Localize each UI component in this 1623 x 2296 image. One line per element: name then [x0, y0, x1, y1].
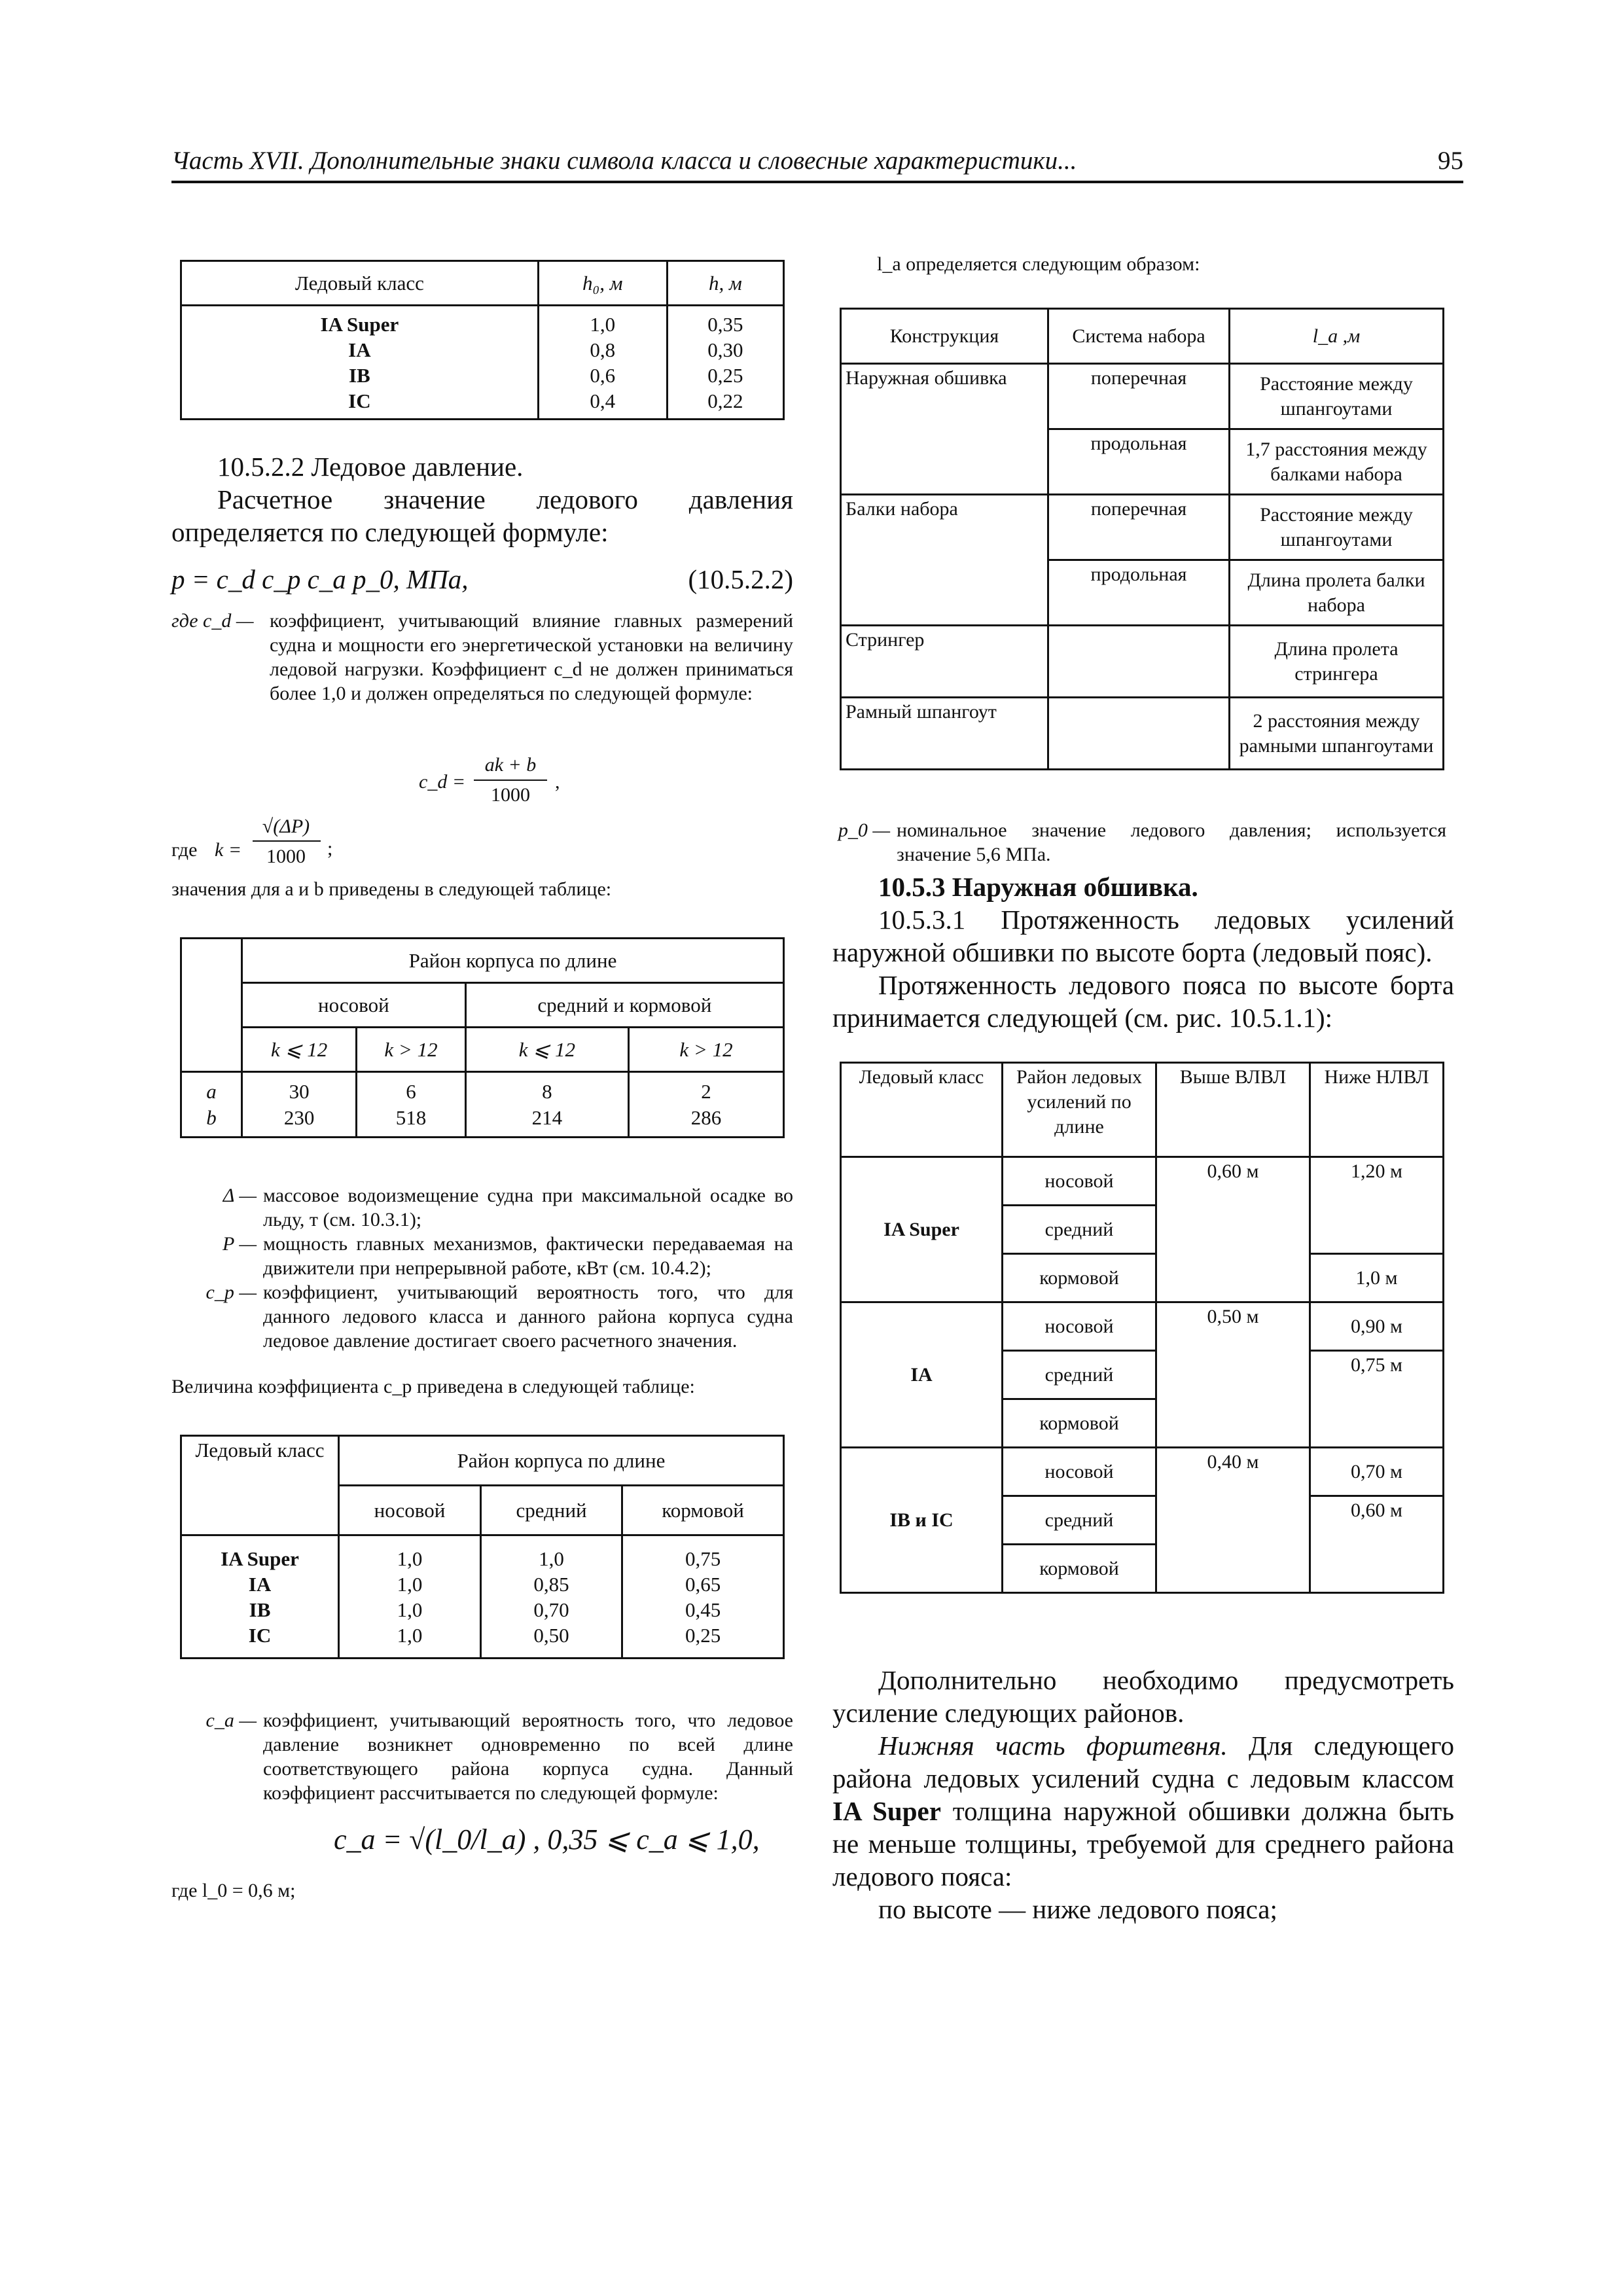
la-cell: 2 расстояния между рамными шпангоутами	[1230, 698, 1444, 770]
k-formula: где k = √(ΔP) 1000 ;	[171, 816, 333, 867]
cp-table	[180, 1435, 785, 1659]
la-table	[840, 308, 1444, 770]
col-header: Выше ВЛВЛ	[1156, 1063, 1310, 1157]
value-cell: 1,0 1,0 1,0 1,0	[339, 1535, 481, 1659]
class-cell: IA Super	[841, 1157, 1003, 1302]
col-header: Ледовый класс	[181, 261, 539, 306]
definitions-list	[171, 1183, 793, 1353]
ab-intro: значения для a и b приведены в следующей таблице:	[171, 878, 612, 900]
construction-cell: Стрингер	[841, 626, 1048, 698]
la-cell: Расстояние между шпангоутами	[1230, 495, 1444, 560]
value-cell: 30 230	[242, 1072, 357, 1138]
la-cell: Длина пролета стрингера	[1230, 626, 1444, 698]
col-header: Ниже НЛВЛ	[1310, 1063, 1444, 1157]
construction-cell: Рамный шпангоут	[841, 698, 1048, 770]
above-cell: 0,40 м	[1156, 1448, 1310, 1593]
page-header	[171, 141, 1463, 183]
system-cell	[1048, 698, 1230, 770]
la-cell: Длина пролета балки набора	[1230, 560, 1444, 626]
above-cell: 0,60 м	[1156, 1157, 1310, 1302]
col-header: Конструкция	[841, 309, 1048, 364]
row-label: a b	[181, 1072, 242, 1138]
col-header: кормовой	[622, 1486, 784, 1535]
h0-cell: 1,0 0,8 0,6 0,4	[538, 306, 667, 420]
ca-definition: c_a — коэффициент, учитывающий вероятность того, что ледовое давление возникнет одновременно по всей длине соответствующего района корпуса судна. Данный коэффициент рассчитывается по следующей формуле:	[205, 1710, 793, 1804]
region-cell: носовой	[1003, 1157, 1156, 1206]
below-cell: 0,90 м	[1310, 1302, 1444, 1351]
region-cell: носовой	[1003, 1302, 1156, 1351]
construction-cell: Наружная обшивка	[841, 364, 1048, 495]
ca-formula: c_a = √(l_0/l_a) , 0,35 ⩽ c_a ⩽ 1,0,	[334, 1823, 760, 1856]
class-cell: IB и IC	[841, 1448, 1003, 1593]
corner-cell	[181, 939, 242, 1072]
formula-10-5-2-2	[171, 563, 793, 596]
definition-item: Δ — массовое водоизмещение судна при максимальной осадке во льду, т (см. 10.3.1);	[223, 1185, 793, 1230]
k-header: k > 12	[357, 1028, 466, 1072]
la-intro: l_a определяется следующим образом:	[877, 253, 1200, 275]
h-cell: 0,35 0,30 0,25 0,22	[667, 306, 783, 420]
k-header: k ⩽ 12	[242, 1028, 357, 1072]
region-cell: средний	[1003, 1351, 1156, 1399]
paragraph: Нижняя часть форштевня. Для следующего района ледовых усилений судна с ледовым классом IA Super толщина наружной обшивки должна быть не меньше толщины, требуемой для среднего района ледового пояса:	[832, 1731, 1455, 1892]
system-cell: поперечная	[1048, 364, 1230, 429]
value-cell: 6 518	[357, 1072, 466, 1138]
region-cell: средний	[1003, 1206, 1156, 1254]
below-cell: 1,0 м	[1310, 1254, 1444, 1302]
region-cell: кормовой	[1003, 1254, 1156, 1302]
group-header: носовой	[242, 983, 466, 1028]
la-cell: Расстояние между шпангоутами	[1230, 364, 1444, 429]
region-cell: носовой	[1003, 1448, 1156, 1496]
below-cell: 0,70 м	[1310, 1448, 1444, 1496]
class-cell: IA Super IA IB IC	[181, 306, 539, 420]
col-header: h₀, м	[538, 261, 667, 306]
formula-number: (10.5.2.2)	[688, 564, 793, 594]
section-heading: 10.5.2.2 Ледовое давление.	[217, 452, 524, 482]
above-cell: 0,50 м	[1156, 1302, 1310, 1448]
formula: p = c_d c_p c_a p_0, МПа,	[171, 564, 469, 594]
col-header: l_a ,м	[1230, 309, 1444, 364]
a-b-table	[180, 937, 785, 1138]
system-cell	[1048, 626, 1230, 698]
group-header: Район корпуса по длине	[242, 939, 784, 983]
paragraph: по высоте — ниже ледового пояса;	[878, 1894, 1277, 1924]
value-cell: 2 286	[629, 1072, 784, 1138]
paragraph: Дополнительно необходимо предусмотреть усиление следующих районов.	[832, 1665, 1454, 1728]
region-cell: кормовой	[1003, 1545, 1156, 1593]
group-header: Район корпуса по длине	[339, 1436, 784, 1486]
col-header: Район ледовых усилений по длине	[1003, 1063, 1156, 1157]
ice-class-h-table	[180, 260, 785, 420]
class-cell: IA	[841, 1302, 1003, 1448]
cd-definition: где c_d — коэффициент, учитывающий влияние главных размерений судна и мощности его энергетической установки на величину ледовой нагрузки. Коэффициент c_d не должен приниматься более 1,0 и должен определяться по следующей формуле:	[171, 610, 793, 704]
ice-belt-table	[840, 1062, 1444, 1594]
col-header: носовой	[339, 1486, 481, 1535]
system-cell: поперечная	[1048, 495, 1230, 560]
p0-definition: p_0 — номинальное значение ледового давления; используется значение 5,6 МПа.	[838, 819, 1446, 865]
closing-text	[832, 1664, 1454, 1926]
value-cell: 0,75 0,65 0,45 0,25	[622, 1535, 784, 1659]
k-header: k > 12	[629, 1028, 784, 1072]
paragraph: 10.5.3.1 Протяженность ледовых усилений наружной обшивки по высоте борта (ледовый пояс).	[832, 905, 1454, 967]
group-header: средний и кормовой	[465, 983, 783, 1028]
page-number: 95	[1438, 147, 1463, 175]
sec-10-5-3	[832, 870, 1454, 1034]
l0-line: где l_0 = 0,6 м;	[171, 1880, 296, 1901]
col-header: Ледовый класс	[181, 1436, 339, 1535]
construction-cell: Балки набора	[841, 495, 1048, 626]
section-heading: 10.5.3 Наружная обшивка.	[878, 872, 1198, 902]
below-cell: 0,60 м	[1310, 1496, 1444, 1593]
cd-formula: c_d = ak + b 1000 ,	[419, 754, 560, 806]
la-cell: 1,7 расстояния между балками набора	[1230, 429, 1444, 495]
col-header: h, м	[667, 261, 783, 306]
class-cell: IA Super IA IB IC	[181, 1535, 339, 1659]
running-title: Часть XVII. Дополнительные знаки символа класса и словесные характеристики...	[171, 147, 1077, 175]
below-cell: 0,75 м	[1310, 1351, 1444, 1448]
sec-10-5-2-2	[171, 450, 793, 548]
paragraph: Расчетное значение ледового давления определяется по следующей формуле:	[171, 484, 793, 547]
definition-item: c_p — коэффициент, учитывающий вероятность того, что для данного ледового класса и данного района корпуса судна ледовое давление достигает своего расчетного значения.	[205, 1282, 793, 1352]
k-header: k ⩽ 12	[465, 1028, 628, 1072]
value-cell: 8 214	[465, 1072, 628, 1138]
col-header: Ледовый класс	[841, 1063, 1003, 1157]
definition-item: P — мощность главных механизмов, фактически передаваемая на движители при непрерывной работе, кВт (см. 10.4.2);	[223, 1233, 793, 1279]
below-cell: 1,20 м	[1310, 1157, 1444, 1254]
system-cell: продольная	[1048, 560, 1230, 626]
paragraph: Протяженность ледового пояса по высоте борта принимается следующей (см. рис. 10.5.1.1):	[832, 970, 1454, 1033]
region-cell: кормовой	[1003, 1399, 1156, 1448]
cp-intro: Величина коэффициента c_p приведена в следующей таблице:	[171, 1376, 695, 1397]
region-cell: средний	[1003, 1496, 1156, 1545]
col-header: Система набора	[1048, 309, 1230, 364]
value-cell: 1,0 0,85 0,70 0,50	[480, 1535, 622, 1659]
col-header: средний	[480, 1486, 622, 1535]
system-cell: продольная	[1048, 429, 1230, 495]
